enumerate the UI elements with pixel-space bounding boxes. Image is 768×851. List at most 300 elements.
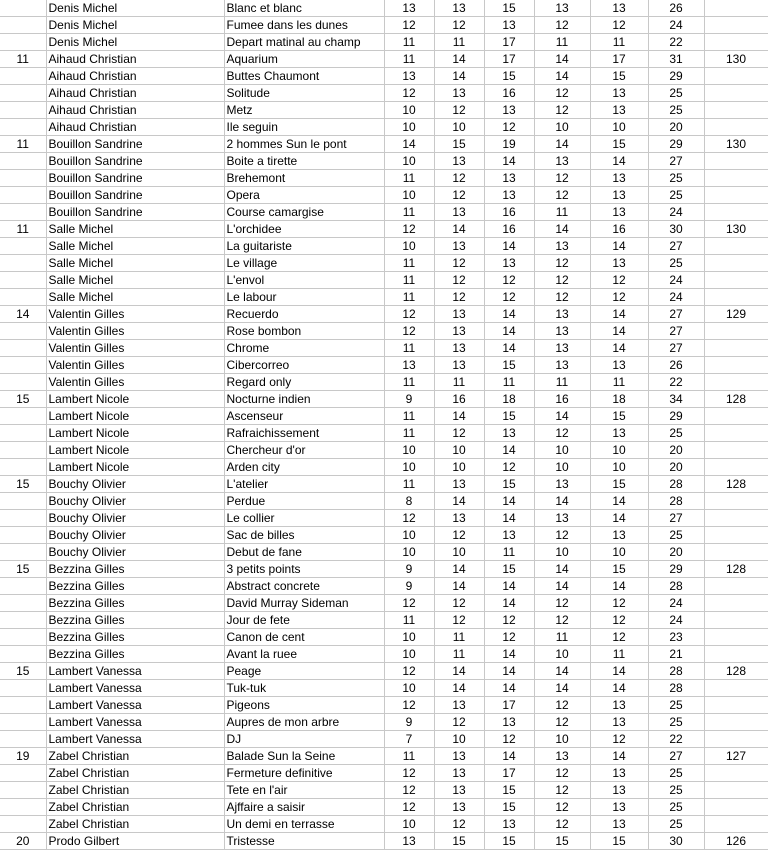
score-cell-4[interactable]: 16: [534, 391, 590, 408]
sum-cell[interactable]: 25: [648, 255, 704, 272]
table-row[interactable]: [0, 136, 768, 153]
rank-cell[interactable]: [0, 374, 46, 391]
total-cell[interactable]: 130: [704, 51, 768, 68]
table-row[interactable]: [0, 425, 768, 442]
table-row[interactable]: [0, 799, 768, 816]
photo-title-cell[interactable]: Le village: [224, 255, 384, 272]
rank-cell[interactable]: [0, 323, 46, 340]
sum-cell[interactable]: 27: [648, 748, 704, 765]
photo-title-cell[interactable]: Arden city: [224, 459, 384, 476]
rank-cell[interactable]: [0, 68, 46, 85]
total-cell[interactable]: 130: [704, 136, 768, 153]
score-cell-5[interactable]: 15: [590, 68, 648, 85]
sum-cell[interactable]: 23: [648, 629, 704, 646]
rank-cell[interactable]: [0, 272, 46, 289]
total-cell[interactable]: [704, 102, 768, 119]
score-cell-3[interactable]: 15: [484, 561, 534, 578]
table-row[interactable]: [0, 374, 768, 391]
photo-title-cell[interactable]: Fermeture definitive: [224, 765, 384, 782]
score-cell-2[interactable]: 13: [434, 0, 484, 17]
total-cell[interactable]: [704, 119, 768, 136]
sum-cell[interactable]: 22: [648, 731, 704, 748]
score-cell-4[interactable]: 13: [534, 340, 590, 357]
score-cell-5[interactable]: 11: [590, 374, 648, 391]
score-cell-1[interactable]: 11: [384, 272, 434, 289]
photo-title-cell[interactable]: L'atelier: [224, 476, 384, 493]
sum-cell[interactable]: 27: [648, 153, 704, 170]
photo-title-cell[interactable]: La guitariste: [224, 238, 384, 255]
score-cell-4[interactable]: 11: [534, 374, 590, 391]
score-cell-5[interactable]: 12: [590, 289, 648, 306]
total-cell[interactable]: [704, 17, 768, 34]
score-cell-4[interactable]: 13: [534, 238, 590, 255]
photo-title-cell[interactable]: Course camargise: [224, 204, 384, 221]
table-row[interactable]: [0, 646, 768, 663]
photo-title-cell[interactable]: Tete en l'air: [224, 782, 384, 799]
score-cell-1[interactable]: 9: [384, 391, 434, 408]
score-cell-5[interactable]: 14: [590, 680, 648, 697]
score-cell-1[interactable]: 12: [384, 85, 434, 102]
table-row[interactable]: [0, 714, 768, 731]
score-cell-2[interactable]: 10: [434, 442, 484, 459]
rank-cell[interactable]: [0, 612, 46, 629]
sum-cell[interactable]: 24: [648, 272, 704, 289]
score-cell-4[interactable]: 13: [534, 0, 590, 17]
table-row[interactable]: [0, 0, 768, 17]
rank-cell[interactable]: [0, 629, 46, 646]
score-cell-4[interactable]: 14: [534, 680, 590, 697]
table-row[interactable]: [0, 204, 768, 221]
photo-title-cell[interactable]: Aupres de mon arbre: [224, 714, 384, 731]
sum-cell[interactable]: 28: [648, 476, 704, 493]
total-cell[interactable]: [704, 153, 768, 170]
score-cell-3[interactable]: 15: [484, 476, 534, 493]
photo-title-cell[interactable]: Ile seguin: [224, 119, 384, 136]
score-cell-3[interactable]: 15: [484, 68, 534, 85]
total-cell[interactable]: 126: [704, 833, 768, 850]
score-cell-5[interactable]: 14: [590, 663, 648, 680]
score-cell-3[interactable]: 18: [484, 391, 534, 408]
rank-cell[interactable]: [0, 153, 46, 170]
total-cell[interactable]: [704, 459, 768, 476]
score-cell-2[interactable]: 13: [434, 799, 484, 816]
score-cell-3[interactable]: 12: [484, 629, 534, 646]
score-cell-2[interactable]: 12: [434, 187, 484, 204]
sum-cell[interactable]: 30: [648, 833, 704, 850]
score-cell-5[interactable]: 13: [590, 255, 648, 272]
score-cell-5[interactable]: 13: [590, 697, 648, 714]
score-cell-4[interactable]: 12: [534, 272, 590, 289]
photographer-cell[interactable]: Aihaud Christian: [46, 102, 224, 119]
photographer-cell[interactable]: Aihaud Christian: [46, 68, 224, 85]
score-cell-3[interactable]: 13: [484, 187, 534, 204]
score-cell-2[interactable]: 16: [434, 391, 484, 408]
rank-cell[interactable]: [0, 510, 46, 527]
photo-title-cell[interactable]: Nocturne indien: [224, 391, 384, 408]
rank-cell[interactable]: 15: [0, 663, 46, 680]
sum-cell[interactable]: 25: [648, 425, 704, 442]
score-cell-1[interactable]: 11: [384, 748, 434, 765]
photo-title-cell[interactable]: Balade Sun la Seine: [224, 748, 384, 765]
score-cell-5[interactable]: 10: [590, 459, 648, 476]
rank-cell[interactable]: [0, 170, 46, 187]
score-cell-4[interactable]: 11: [534, 629, 590, 646]
rank-cell[interactable]: 19: [0, 748, 46, 765]
score-cell-4[interactable]: 13: [534, 476, 590, 493]
photographer-cell[interactable]: Lambert Nicole: [46, 425, 224, 442]
score-cell-1[interactable]: 13: [384, 357, 434, 374]
total-cell[interactable]: [704, 714, 768, 731]
total-cell[interactable]: [704, 374, 768, 391]
rank-cell[interactable]: [0, 187, 46, 204]
table-row[interactable]: [0, 68, 768, 85]
score-cell-4[interactable]: 12: [534, 816, 590, 833]
sum-cell[interactable]: 28: [648, 578, 704, 595]
score-cell-3[interactable]: 15: [484, 0, 534, 17]
total-cell[interactable]: 128: [704, 561, 768, 578]
score-cell-4[interactable]: 13: [534, 510, 590, 527]
photographer-cell[interactable]: Lambert Vanessa: [46, 663, 224, 680]
rank-cell[interactable]: 11: [0, 51, 46, 68]
total-cell[interactable]: [704, 0, 768, 17]
score-cell-5[interactable]: 13: [590, 0, 648, 17]
table-row[interactable]: [0, 221, 768, 238]
score-cell-3[interactable]: 12: [484, 119, 534, 136]
score-cell-4[interactable]: 15: [534, 833, 590, 850]
sum-cell[interactable]: 20: [648, 119, 704, 136]
sum-cell[interactable]: 25: [648, 782, 704, 799]
score-cell-5[interactable]: 15: [590, 136, 648, 153]
total-cell[interactable]: [704, 170, 768, 187]
table-row[interactable]: [0, 187, 768, 204]
score-cell-1[interactable]: 10: [384, 646, 434, 663]
table-row[interactable]: [0, 663, 768, 680]
score-cell-4[interactable]: 12: [534, 782, 590, 799]
score-cell-5[interactable]: 14: [590, 153, 648, 170]
score-cell-1[interactable]: 10: [384, 238, 434, 255]
sum-cell[interactable]: 31: [648, 51, 704, 68]
photo-title-cell[interactable]: DJ: [224, 731, 384, 748]
photographer-cell[interactable]: Denis Michel: [46, 17, 224, 34]
sum-cell[interactable]: 26: [648, 0, 704, 17]
score-cell-3[interactable]: 14: [484, 680, 534, 697]
table-row[interactable]: [0, 340, 768, 357]
table-row[interactable]: [0, 561, 768, 578]
score-cell-4[interactable]: 10: [534, 544, 590, 561]
rank-cell[interactable]: [0, 595, 46, 612]
sum-cell[interactable]: 25: [648, 799, 704, 816]
score-cell-5[interactable]: 12: [590, 612, 648, 629]
photographer-cell[interactable]: Aihaud Christian: [46, 85, 224, 102]
score-cell-3[interactable]: 14: [484, 323, 534, 340]
photographer-cell[interactable]: Bouchy Olivier: [46, 493, 224, 510]
photographer-cell[interactable]: Bezzina Gilles: [46, 629, 224, 646]
score-cell-1[interactable]: 11: [384, 425, 434, 442]
sum-cell[interactable]: 22: [648, 34, 704, 51]
sum-cell[interactable]: 27: [648, 238, 704, 255]
rank-cell[interactable]: 11: [0, 221, 46, 238]
total-cell[interactable]: [704, 493, 768, 510]
table-row[interactable]: [0, 816, 768, 833]
score-cell-5[interactable]: 14: [590, 510, 648, 527]
table-row[interactable]: [0, 765, 768, 782]
photo-title-cell[interactable]: Regard only: [224, 374, 384, 391]
rank-cell[interactable]: [0, 799, 46, 816]
rank-cell[interactable]: [0, 238, 46, 255]
sum-cell[interactable]: 24: [648, 204, 704, 221]
total-cell[interactable]: [704, 340, 768, 357]
total-cell[interactable]: [704, 289, 768, 306]
score-cell-3[interactable]: 14: [484, 340, 534, 357]
score-cell-1[interactable]: 14: [384, 136, 434, 153]
table-row[interactable]: [0, 782, 768, 799]
score-cell-4[interactable]: 13: [534, 323, 590, 340]
score-cell-3[interactable]: 12: [484, 289, 534, 306]
sum-cell[interactable]: 25: [648, 85, 704, 102]
total-cell[interactable]: [704, 595, 768, 612]
score-cell-3[interactable]: 15: [484, 799, 534, 816]
rank-cell[interactable]: 20: [0, 833, 46, 850]
rank-cell[interactable]: [0, 459, 46, 476]
score-cell-1[interactable]: 10: [384, 680, 434, 697]
score-cell-5[interactable]: 13: [590, 816, 648, 833]
rank-cell[interactable]: [0, 408, 46, 425]
total-cell[interactable]: [704, 408, 768, 425]
photo-title-cell[interactable]: Boite a tirette: [224, 153, 384, 170]
score-cell-3[interactable]: 14: [484, 238, 534, 255]
score-cell-1[interactable]: 12: [384, 663, 434, 680]
score-cell-1[interactable]: 11: [384, 34, 434, 51]
score-cell-3[interactable]: 14: [484, 306, 534, 323]
score-cell-2[interactable]: 12: [434, 527, 484, 544]
total-cell[interactable]: [704, 612, 768, 629]
score-cell-4[interactable]: 12: [534, 289, 590, 306]
rank-cell[interactable]: [0, 17, 46, 34]
score-cell-3[interactable]: 15: [484, 833, 534, 850]
score-cell-1[interactable]: 12: [384, 306, 434, 323]
score-cell-4[interactable]: 14: [534, 578, 590, 595]
photographer-cell[interactable]: Lambert Vanessa: [46, 731, 224, 748]
total-cell[interactable]: [704, 527, 768, 544]
score-cell-2[interactable]: 12: [434, 170, 484, 187]
sum-cell[interactable]: 28: [648, 663, 704, 680]
photo-title-cell[interactable]: Depart matinal au champ: [224, 34, 384, 51]
photo-title-cell[interactable]: Metz: [224, 102, 384, 119]
score-cell-4[interactable]: 14: [534, 408, 590, 425]
score-cell-5[interactable]: 18: [590, 391, 648, 408]
sum-cell[interactable]: 27: [648, 306, 704, 323]
score-cell-5[interactable]: 13: [590, 527, 648, 544]
score-cell-5[interactable]: 13: [590, 425, 648, 442]
photo-title-cell[interactable]: Perdue: [224, 493, 384, 510]
photographer-cell[interactable]: Bouillon Sandrine: [46, 170, 224, 187]
score-cell-4[interactable]: 12: [534, 714, 590, 731]
score-cell-2[interactable]: 10: [434, 544, 484, 561]
score-cell-4[interactable]: 11: [534, 204, 590, 221]
score-cell-4[interactable]: 14: [534, 68, 590, 85]
score-cell-2[interactable]: 14: [434, 221, 484, 238]
photographer-cell[interactable]: Bezzina Gilles: [46, 561, 224, 578]
rank-cell[interactable]: [0, 289, 46, 306]
rank-cell[interactable]: [0, 357, 46, 374]
total-cell[interactable]: [704, 697, 768, 714]
score-cell-5[interactable]: 10: [590, 119, 648, 136]
score-cell-3[interactable]: 11: [484, 374, 534, 391]
score-cell-1[interactable]: 11: [384, 476, 434, 493]
score-cell-2[interactable]: 12: [434, 289, 484, 306]
score-cell-4[interactable]: 14: [534, 136, 590, 153]
score-cell-1[interactable]: 11: [384, 51, 434, 68]
score-cell-2[interactable]: 12: [434, 425, 484, 442]
score-cell-5[interactable]: 15: [590, 476, 648, 493]
score-cell-2[interactable]: 14: [434, 493, 484, 510]
score-cell-4[interactable]: 14: [534, 493, 590, 510]
rank-cell[interactable]: [0, 646, 46, 663]
total-cell[interactable]: [704, 782, 768, 799]
score-cell-1[interactable]: 10: [384, 153, 434, 170]
score-cell-1[interactable]: 10: [384, 187, 434, 204]
score-cell-2[interactable]: 13: [434, 697, 484, 714]
photo-title-cell[interactable]: Tristesse: [224, 833, 384, 850]
score-cell-4[interactable]: 12: [534, 799, 590, 816]
score-cell-3[interactable]: 17: [484, 697, 534, 714]
rank-cell[interactable]: [0, 493, 46, 510]
photo-title-cell[interactable]: Tuk-tuk: [224, 680, 384, 697]
photographer-cell[interactable]: Bouchy Olivier: [46, 544, 224, 561]
score-cell-3[interactable]: 14: [484, 153, 534, 170]
score-cell-3[interactable]: 15: [484, 782, 534, 799]
table-row[interactable]: [0, 102, 768, 119]
photographer-cell[interactable]: Salle Michel: [46, 238, 224, 255]
score-cell-3[interactable]: 13: [484, 17, 534, 34]
score-cell-2[interactable]: 13: [434, 238, 484, 255]
photographer-cell[interactable]: Valentin Gilles: [46, 340, 224, 357]
rank-cell[interactable]: [0, 204, 46, 221]
total-cell[interactable]: [704, 34, 768, 51]
sum-cell[interactable]: 27: [648, 510, 704, 527]
score-cell-4[interactable]: 13: [534, 153, 590, 170]
photo-title-cell[interactable]: Debut de fane: [224, 544, 384, 561]
score-cell-3[interactable]: 16: [484, 221, 534, 238]
sum-cell[interactable]: 22: [648, 374, 704, 391]
score-cell-5[interactable]: 12: [590, 731, 648, 748]
score-cell-1[interactable]: 11: [384, 340, 434, 357]
score-cell-3[interactable]: 17: [484, 34, 534, 51]
photo-title-cell[interactable]: L'orchidee: [224, 221, 384, 238]
photo-title-cell[interactable]: David Murray Sideman: [224, 595, 384, 612]
score-cell-2[interactable]: 12: [434, 612, 484, 629]
score-cell-2[interactable]: 11: [434, 646, 484, 663]
total-cell[interactable]: [704, 323, 768, 340]
score-cell-2[interactable]: 13: [434, 323, 484, 340]
table-row[interactable]: [0, 731, 768, 748]
photographer-cell[interactable]: Bouchy Olivier: [46, 527, 224, 544]
photographer-cell[interactable]: Salle Michel: [46, 255, 224, 272]
photographer-cell[interactable]: Bezzina Gilles: [46, 646, 224, 663]
photographer-cell[interactable]: Bezzina Gilles: [46, 578, 224, 595]
rank-cell[interactable]: [0, 255, 46, 272]
sum-cell[interactable]: 29: [648, 561, 704, 578]
score-cell-3[interactable]: 17: [484, 765, 534, 782]
table-row[interactable]: [0, 833, 768, 850]
photo-title-cell[interactable]: L'envol: [224, 272, 384, 289]
photographer-cell[interactable]: Lambert Nicole: [46, 442, 224, 459]
score-cell-2[interactable]: 12: [434, 102, 484, 119]
photo-title-cell[interactable]: Chercheur d'or: [224, 442, 384, 459]
score-cell-5[interactable]: 15: [590, 561, 648, 578]
score-cell-3[interactable]: 14: [484, 595, 534, 612]
total-cell[interactable]: [704, 68, 768, 85]
score-cell-1[interactable]: 10: [384, 544, 434, 561]
total-cell[interactable]: [704, 425, 768, 442]
photo-title-cell[interactable]: Buttes Chaumont: [224, 68, 384, 85]
rank-cell[interactable]: [0, 425, 46, 442]
photographer-cell[interactable]: Bouchy Olivier: [46, 510, 224, 527]
total-cell[interactable]: [704, 646, 768, 663]
score-cell-3[interactable]: 17: [484, 51, 534, 68]
photographer-cell[interactable]: Lambert Vanessa: [46, 697, 224, 714]
photographer-cell[interactable]: Lambert Nicole: [46, 459, 224, 476]
score-cell-4[interactable]: 14: [534, 221, 590, 238]
photo-title-cell[interactable]: Abstract concrete: [224, 578, 384, 595]
score-cell-3[interactable]: 14: [484, 663, 534, 680]
score-cell-5[interactable]: 14: [590, 323, 648, 340]
total-cell[interactable]: [704, 510, 768, 527]
table-row[interactable]: [0, 17, 768, 34]
score-cell-3[interactable]: 13: [484, 425, 534, 442]
score-cell-1[interactable]: 12: [384, 697, 434, 714]
rank-cell[interactable]: [0, 816, 46, 833]
score-cell-4[interactable]: 13: [534, 306, 590, 323]
photographer-cell[interactable]: Denis Michel: [46, 34, 224, 51]
sum-cell[interactable]: 25: [648, 187, 704, 204]
score-cell-5[interactable]: 13: [590, 102, 648, 119]
photographer-cell[interactable]: Salle Michel: [46, 221, 224, 238]
score-cell-2[interactable]: 14: [434, 68, 484, 85]
total-cell[interactable]: [704, 680, 768, 697]
rank-cell[interactable]: [0, 714, 46, 731]
photographer-cell[interactable]: Lambert Nicole: [46, 391, 224, 408]
score-cell-4[interactable]: 10: [534, 442, 590, 459]
sum-cell[interactable]: 28: [648, 493, 704, 510]
photographer-cell[interactable]: Salle Michel: [46, 289, 224, 306]
score-cell-5[interactable]: 15: [590, 408, 648, 425]
score-cell-1[interactable]: 10: [384, 102, 434, 119]
score-cell-1[interactable]: 12: [384, 782, 434, 799]
sum-cell[interactable]: 21: [648, 646, 704, 663]
rank-cell[interactable]: [0, 578, 46, 595]
score-cell-1[interactable]: 12: [384, 221, 434, 238]
rank-cell[interactable]: [0, 765, 46, 782]
total-cell[interactable]: [704, 204, 768, 221]
table-row[interactable]: [0, 476, 768, 493]
photo-title-cell[interactable]: 2 hommes Sun le pont: [224, 136, 384, 153]
photo-title-cell[interactable]: Blanc et blanc: [224, 0, 384, 17]
score-cell-1[interactable]: 13: [384, 0, 434, 17]
score-cell-2[interactable]: 12: [434, 595, 484, 612]
sum-cell[interactable]: 24: [648, 612, 704, 629]
score-cell-1[interactable]: 10: [384, 442, 434, 459]
sum-cell[interactable]: 20: [648, 544, 704, 561]
score-cell-2[interactable]: 10: [434, 459, 484, 476]
score-cell-3[interactable]: 13: [484, 102, 534, 119]
score-cell-4[interactable]: 11: [534, 34, 590, 51]
score-cell-3[interactable]: 13: [484, 255, 534, 272]
score-cell-5[interactable]: 13: [590, 187, 648, 204]
score-cell-2[interactable]: 13: [434, 782, 484, 799]
table-row[interactable]: [0, 510, 768, 527]
total-cell[interactable]: 128: [704, 663, 768, 680]
